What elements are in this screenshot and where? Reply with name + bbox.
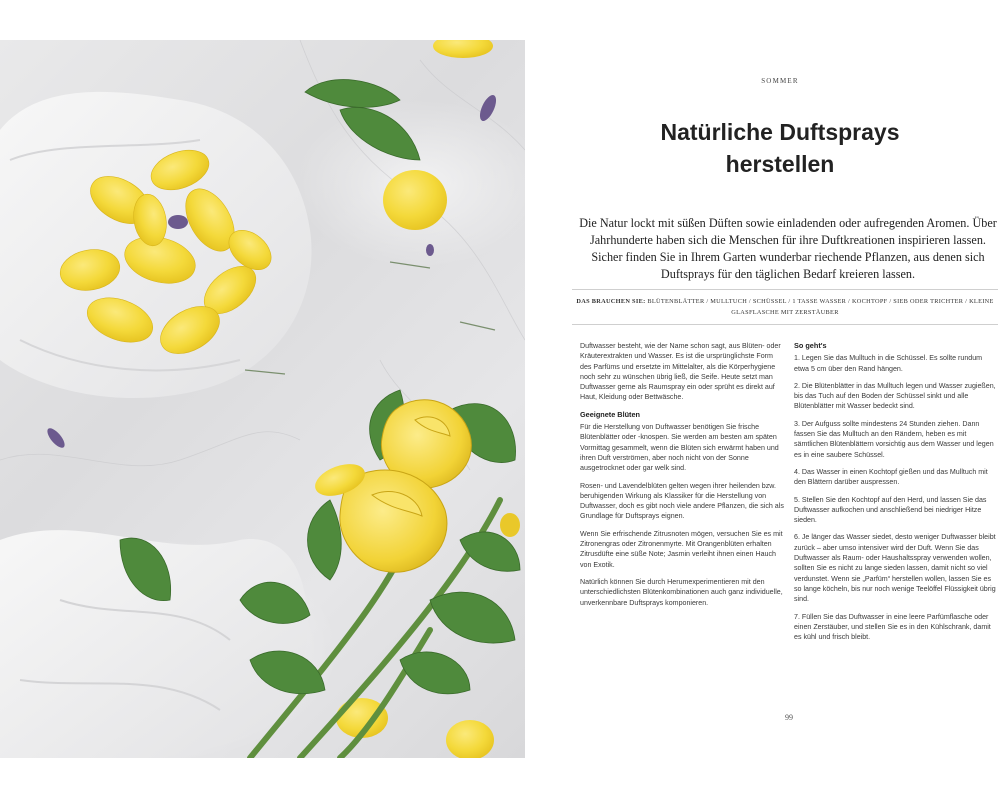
intro-body-paragraph: Duftwasser besteht, wie der Name schon sagt, aus Blüten- oder Kräuterextrakten und Wasser. Es ist die ursprünglichste Form des Parfüms und ersetzte im Mittelalter, als die Körperhygiene noch sehr zu wünschen übrig ließ, die Seife. Heute setzt man Duftwasser gerne als Raumspray ein oder sprüht es direkt auf Haut, Kleidung oder Bettwäsche. [580,342,781,402]
divider-top [572,289,998,290]
lavender-bud [168,215,188,229]
page-number: 99 [785,713,793,722]
body-paragraph: Für die Herstellung von Duftwasser benötigen Sie frische Blütenblätter oder -knospen. Sie werden am besten am späten Vormittag gesammelt, wenn die Blüten sich erwärmt haben und ihren Duft verströmen, aber noch nicht von der Sonne ausgetrocknet oder gar welk sind. [580,423,779,473]
intro-paragraph: Die Natur lockt mit süßen Düften sowie einladenden oder aufregenden Aromen. Über Jahrhunderte haben sich die Menschen für ihre Duftkreationen inspirieren lassen. Sicher finden Sie in Ihrem Garten wunderbar riechende Pflanzen, aus denen sich Duftsprays für den täglichen Bedarf kreieren lassen. [579,216,997,281]
leaf-top [305,80,420,160]
step-5: 5. Stellen Sie den Kochtopf auf den Herd, und lassen Sie das Duftwasser aufkochen und anschließend bei niedriger Hitze sieden. [794,495,987,525]
instructions-heading: So geht's [794,341,827,350]
step-6: 6. Je länger das Wasser siedet, desto weniger Duftwasser bleibt zurück – aber umso intensiver wird der Duft. Wenn Sie das Duftwasser als Raum- oder Haushaltsspray verwenden wollen, sollten Sie es nicht zu lange sieden lassen, damit nicht so viel verdunstet. Wenn sie „Parfüm“ herstellen wollen, lassen Sie es so lange köcheln, bis nur noch wenige Teelöffel Flüssigkeit übrig sind. [794,533,996,604]
step-1: 1. Legen Sie das Mulltuch in die Schüssel. Es sollte rundum etwa 5 cm über den Rand hängen. [794,354,983,373]
loose-petal [433,40,493,58]
body-paragraph: Rosen- und Lavendelblüten gelten wegen ihrer heilenden bzw. beruhigenden Wirkung als Klassiker für die Herstellung von Duftwasser, doch es gibt noch viele andere Pflanzen, die sich als Grundlage für Duftsprays eignen. [580,481,784,521]
right-column [794,341,999,649]
section-label: SOMMER [761,77,799,85]
materials-list [572,296,998,318]
photo-illustration [0,40,525,758]
materials-text: BLÜTENBLÄTTER / MULLTUCH / SCHÜSSEL / 1 TASSE WASSER / KOCHTOPF / SIEB ODER TRICHTER / KLEINE GLASFLASCHE MIT ZERSTÄUBER [647,298,994,316]
rose-petals-photo [0,40,525,758]
materials-label: DAS BRAUCHEN SIE: [576,298,646,305]
body-paragraph: Wenn Sie erfrischende Zitrusnoten mögen, versuchen Sie es mit Zitronengras oder Zitronenmyrte. Mit Orangenblüten erhalten Zitrusdüfte eine süße Note; Jasmin verleiht ihnen einen Hauch von Exotik. [580,529,783,569]
step-3: 3. Der Aufguss sollte mindestens 24 Stunden ziehen. Dann fassen Sie das Mulltuch an den Rändern, heben es mit sämtlichen Blütenblättern vorsichtig aus dem Wasser und legen es in eine saubere Schüssel. [794,419,994,459]
step-7: 7. Füllen Sie das Duftwasser in eine leere Parfümflasche oder einen Zerstäuber, und stellen Sie es in den Kühlschrank, damit es kühl und frisch bleibt. [794,612,991,642]
step-2: 2. Die Blütenblätter in das Mulltuch legen und Wasser zugießen, bis das Tuch auf den Boden der Schüssel sinkt und alle Blütenblätter mit Wasser bedeckt sind. [794,381,996,411]
step-4: 4. Das Wasser in einen Kochtopf gießen und das Mulltuch mit den Blättern darüber auspressen. [794,467,988,487]
title-line-2: herstellen [725,151,835,177]
suitable-flowers-heading: Geeignete Blüten [580,409,641,419]
title-line-1: Natürliche Duftsprays [660,119,900,145]
page-title [560,116,1000,180]
divider-bottom [572,324,998,325]
body-paragraph: Natürlich können Sie durch Herumexperimentieren mit den unterschiedlichsten Blütenkombinationen auch ganz individuelle, unverkennbare Duftsprays komponieren. [580,577,783,607]
rose-bud [500,513,520,537]
left-column [580,341,785,615]
loose-petal [446,720,494,758]
loose-petal [383,170,447,230]
text-page [560,40,1000,758]
